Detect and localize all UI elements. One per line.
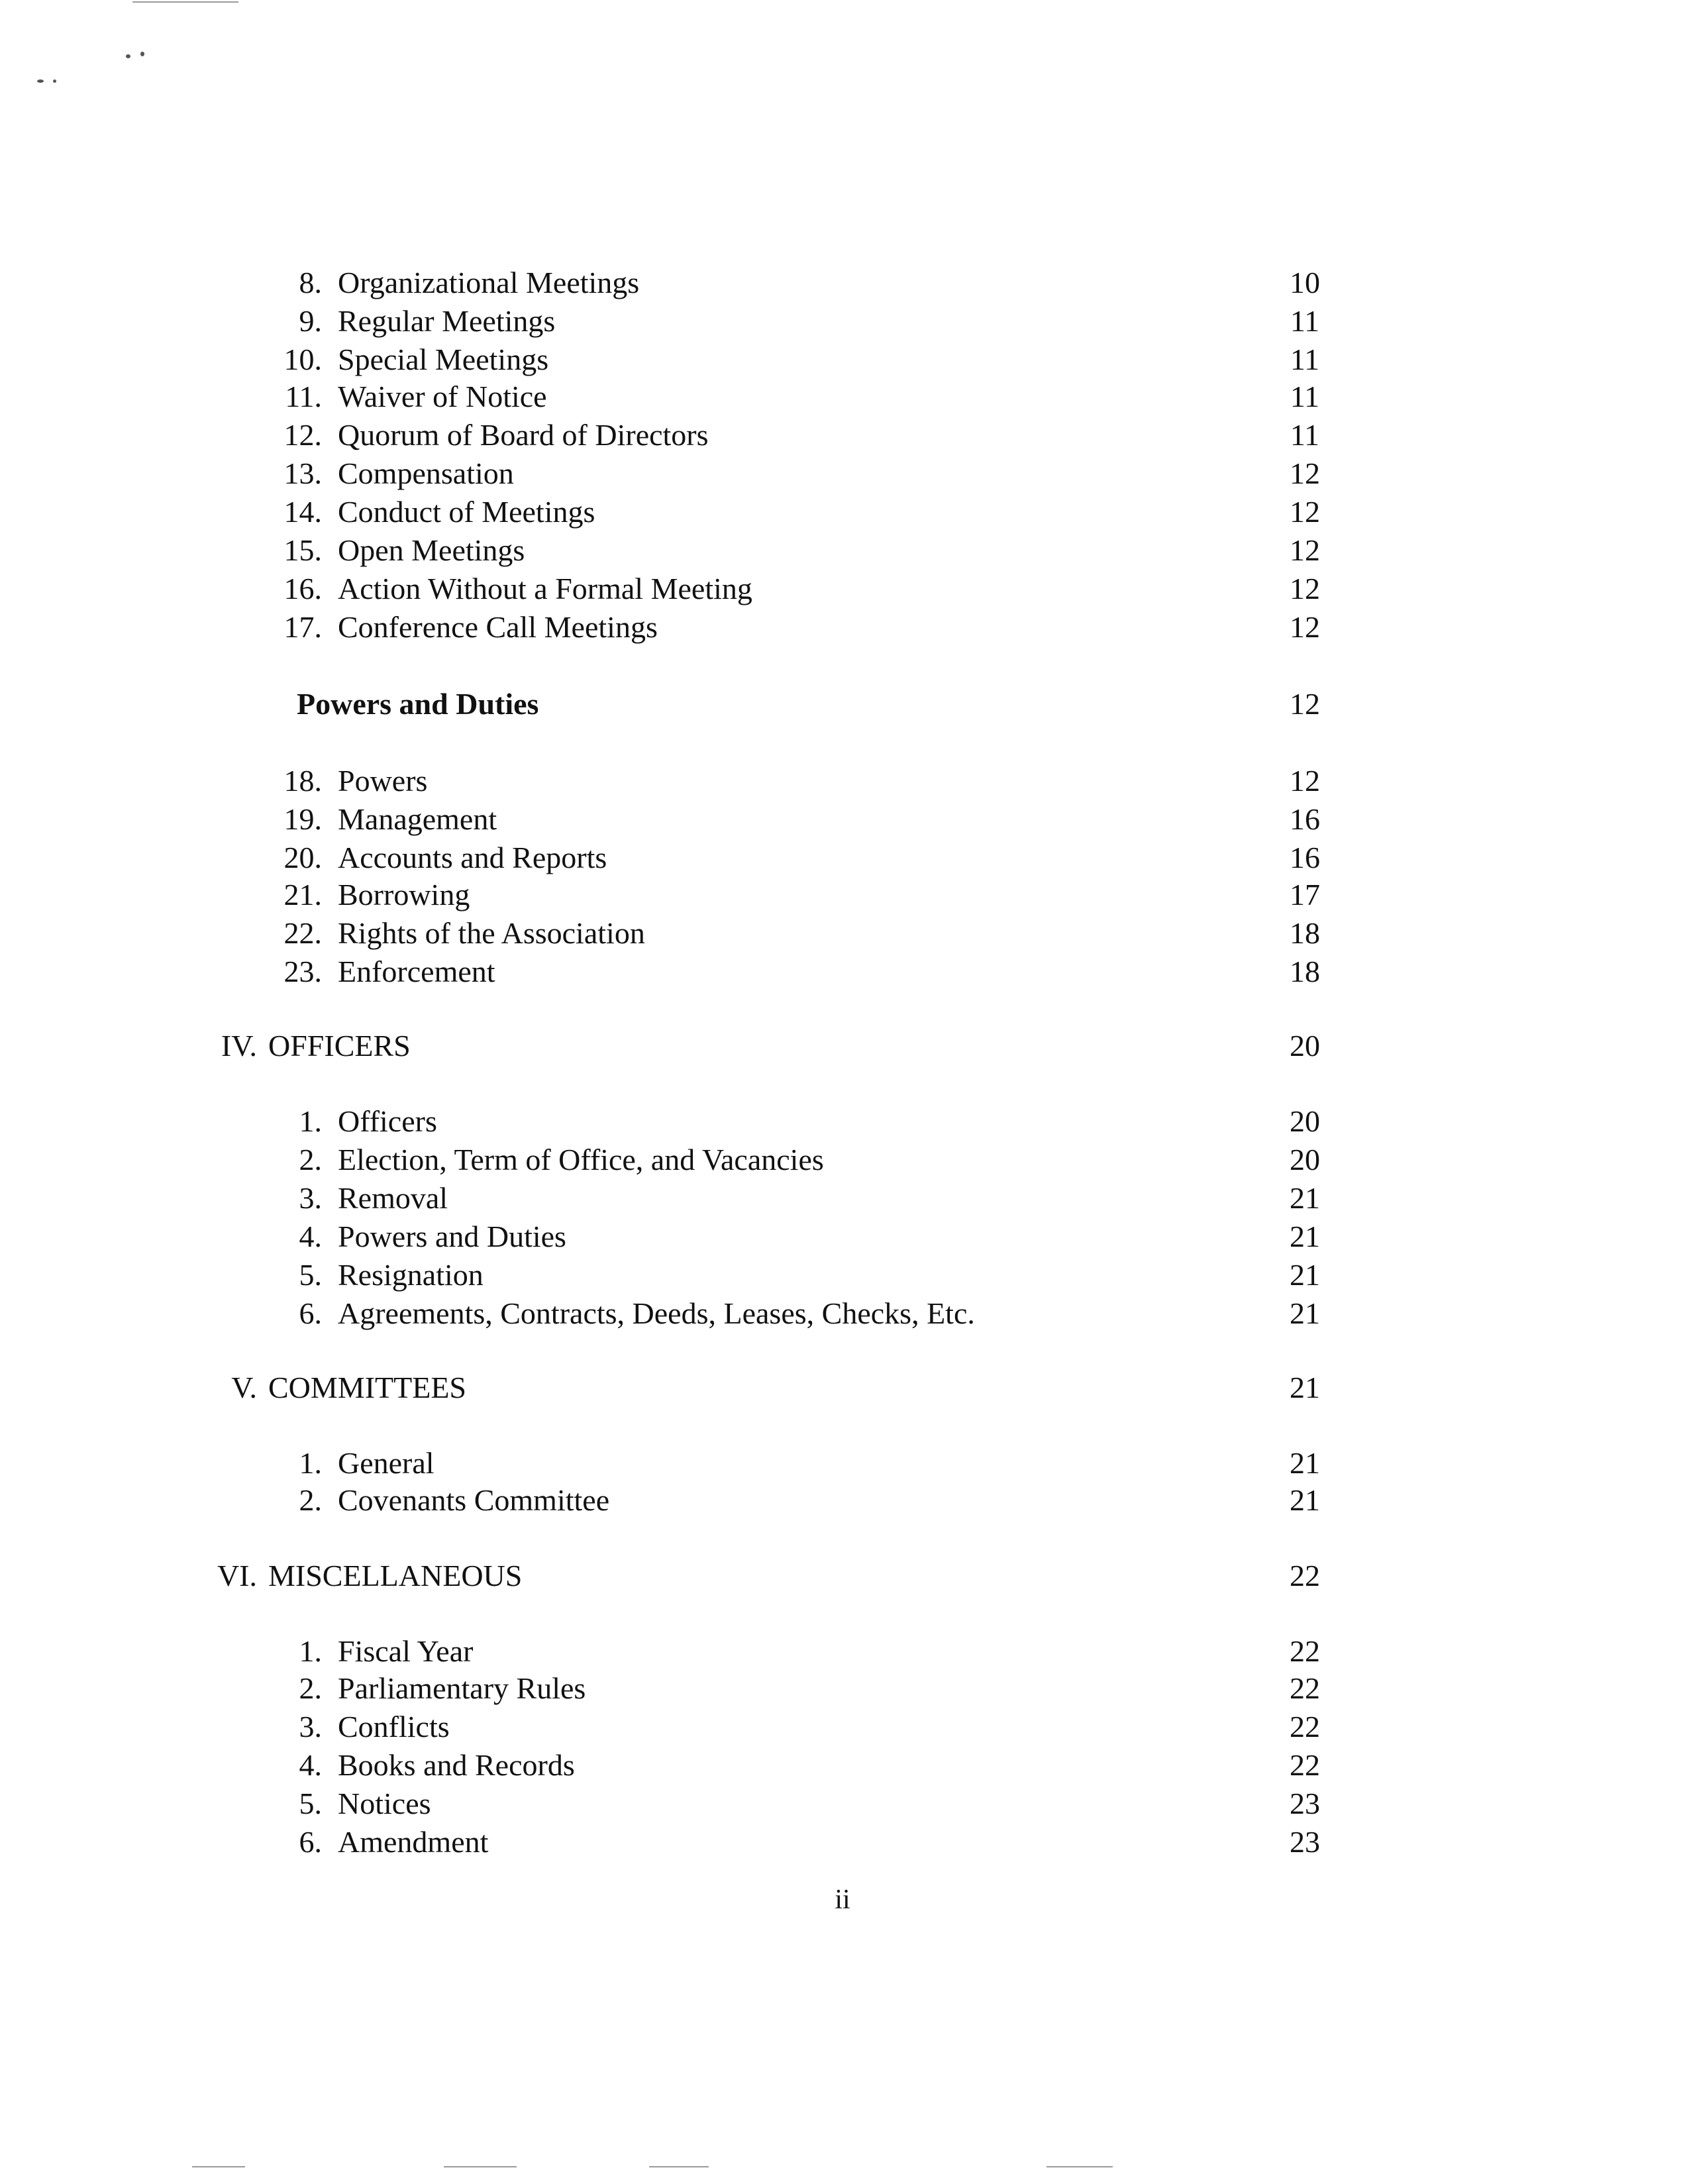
toc-entry-title: Parliamentary Rules [338,1671,586,1705]
toc-entry [0,608,1685,647]
toc-entry-page: 12 [1290,572,1320,605]
toc-entry-title: Quorum of Board of Directors [338,418,709,452]
toc-article-heading [0,1027,1685,1065]
toc-entry-number: 6. [299,1825,322,1859]
toc-entry [0,953,1685,991]
toc-entry-page: 23 [1290,1825,1320,1859]
toc-entry-number: 3. [299,1710,322,1743]
toc-entry [0,876,1685,914]
toc-entry-page: 18 [1290,916,1320,950]
toc-entry-title: Action Without a Formal Meeting [338,572,752,605]
toc-entry-page: 12 [1290,687,1320,721]
toc-entry [0,1179,1685,1218]
toc-entry [0,1823,1685,1861]
toc-entry [0,1708,1685,1746]
toc-entry-title: Conflicts [338,1710,450,1743]
toc-entry [0,1746,1685,1785]
toc-entry [0,378,1685,416]
toc-entry [0,800,1685,839]
toc-entry-page: 22 [1290,1634,1320,1668]
scan-line-top [132,1,238,3]
toc-entry-page: 17 [1290,878,1320,911]
toc-entry-number: 10. [283,342,322,376]
toc-entry-number: 16. [283,572,322,605]
toc-entry [0,340,1685,379]
toc-article-heading [0,1369,1685,1407]
toc-entry-number: 15. [283,533,322,567]
toc-entry-number: 14. [283,495,322,529]
toc-entry-page: 21 [1290,1296,1320,1330]
toc-entry [0,493,1685,531]
toc-entry-page: 21 [1290,1483,1320,1517]
toc-entry-number: 18. [283,764,322,798]
toc-entry-number: 20. [283,841,322,874]
toc-entry-number: 19. [283,802,322,836]
toc-entry-page: 11 [1290,342,1320,376]
toc-entry-title: Powers and Duties [338,1220,566,1253]
toc-entry-number: 2. [299,1483,322,1517]
toc-entry-page: 12 [1290,495,1320,529]
toc-entry-title: Conduct of Meetings [338,495,595,529]
toc-entry-page: 21 [1290,1446,1320,1480]
toc-entry [0,531,1685,570]
toc-entry-number: 9. [299,304,322,338]
toc-entry-number: 5. [299,1258,322,1292]
toc-entry-number: VI. [217,1559,257,1592]
toc-entry-number: 2. [299,1671,322,1705]
toc-section-heading [0,685,1685,723]
toc-entry-page: 22 [1290,1559,1320,1592]
toc-entry-page: 20 [1290,1143,1320,1176]
toc-entry-number: 23. [283,955,322,988]
toc-entry [0,1632,1685,1671]
toc-entry-title: OFFICERS [268,1029,411,1063]
toc-entry [0,570,1685,608]
toc-article-heading [0,1557,1685,1595]
toc-entry-number: 13. [283,456,322,490]
toc-entry [0,914,1685,953]
scan-speck [53,79,56,83]
toc-entry-title: Borrowing [338,878,470,911]
toc-entry-page: 21 [1290,1220,1320,1253]
toc-entry-page: 11 [1290,304,1320,338]
toc-entry-title: Fiscal Year [338,1634,474,1668]
toc-entry-page: 22 [1290,1710,1320,1743]
toc-entry-title: Agreements, Contracts, Deeds, Leases, Checks, Etc. [338,1296,975,1330]
toc-entry [0,1481,1685,1520]
toc-entry-page: 20 [1290,1104,1320,1138]
toc-entry-number: 22. [283,916,322,950]
toc-entry-page: 23 [1290,1787,1320,1820]
toc-entry-page: 21 [1290,1181,1320,1215]
toc-entry-title: Officers [338,1104,437,1138]
toc-entry-page: 10 [1290,266,1320,299]
toc-entry-title: COMMITTEES [268,1371,466,1404]
toc-entry-number: 21. [283,878,322,911]
toc-entry-page: 12 [1290,610,1320,644]
toc-entry-number: 12. [283,418,322,452]
toc-entry-title: Covenants Committee [338,1483,610,1517]
scan-line-bottom [192,2166,245,2167]
toc-entry-title: General [338,1446,434,1480]
toc-entry-number: V. [231,1371,257,1404]
toc-entry-title: MISCELLANEOUS [268,1559,523,1592]
toc-entry [0,1256,1685,1294]
toc-entry-title: Conference Call Meetings [338,610,658,644]
toc-entry [0,302,1685,340]
toc-entry-title: Resignation [338,1258,484,1292]
toc-entry [0,1102,1685,1141]
toc-entry-title: Election, Term of Office, and Vacancies [338,1143,824,1176]
toc-entry-title: Waiver of Notice [338,380,547,413]
toc-entry-number: 4. [299,1748,322,1782]
toc-entry [0,1141,1685,1179]
scan-speck [126,54,130,58]
toc-entry-number: 5. [299,1787,322,1820]
toc-entry-page: 16 [1290,802,1320,836]
toc-entry-number: 4. [299,1220,322,1253]
toc-entry-title: Amendment [338,1825,489,1859]
toc-entry-title: Powers and Duties [297,687,539,721]
toc-entry-title: Rights of the Association [338,916,645,950]
toc-entry [0,1218,1685,1256]
toc-entry [0,762,1685,800]
toc-entry [0,839,1685,877]
toc-entry-number: 1. [299,1446,322,1480]
toc-entry-title: Powers [338,764,428,798]
toc-entry-page: 21 [1290,1258,1320,1292]
scan-line-bottom [649,2166,709,2167]
toc-entry [0,1785,1685,1823]
toc-entry-title: Books and Records [338,1748,575,1782]
toc-entry-title: Open Meetings [338,533,525,567]
toc-entry-number: 1. [299,1104,322,1138]
toc-entry [0,1669,1685,1708]
toc-entry [0,454,1685,493]
toc-entry [0,264,1685,302]
scan-line-bottom [444,2166,517,2167]
toc-entry-page: 22 [1290,1671,1320,1705]
toc-entry-page: 12 [1290,764,1320,798]
page-number: ii [835,1885,850,1915]
toc-entry-number: 17. [283,610,322,644]
toc-entry-title: Enforcement [338,955,495,988]
toc-entry-title: Accounts and Reports [338,841,607,874]
scan-speck [37,79,44,83]
toc-entry-number: 8. [299,266,322,299]
toc-entry-page: 12 [1290,533,1320,567]
toc-entry-page: 11 [1290,418,1320,452]
scan-speck [140,52,144,56]
toc-entry [0,1294,1685,1333]
toc-entry-page: 18 [1290,955,1320,988]
toc-entry-title: Compensation [338,456,514,490]
toc-entry-number: 3. [299,1181,322,1215]
toc-entry-number: 1. [299,1634,322,1668]
toc-entry-title: Notices [338,1787,431,1820]
toc-entry-title: Management [338,802,497,836]
toc-entry-page: 20 [1290,1029,1320,1063]
toc-entry [0,1444,1685,1482]
toc-entry-page: 12 [1290,456,1320,490]
toc-entry-page: 21 [1290,1371,1320,1404]
scan-line-bottom [1047,2166,1113,2167]
toc-entry-page: 11 [1290,380,1320,413]
toc-entry-page: 22 [1290,1748,1320,1782]
toc-entry-title: Organizational Meetings [338,266,640,299]
toc-entry-title: Special Meetings [338,342,549,376]
toc-entry-number: 6. [299,1296,322,1330]
toc-entry-title: Removal [338,1181,448,1215]
toc-entry-number: IV. [221,1029,257,1063]
toc-entry-number: 2. [299,1143,322,1176]
toc-entry-number: 11. [285,380,322,413]
toc-entry [0,416,1685,454]
toc-entry-title: Regular Meetings [338,304,556,338]
toc-entry-page: 16 [1290,841,1320,874]
